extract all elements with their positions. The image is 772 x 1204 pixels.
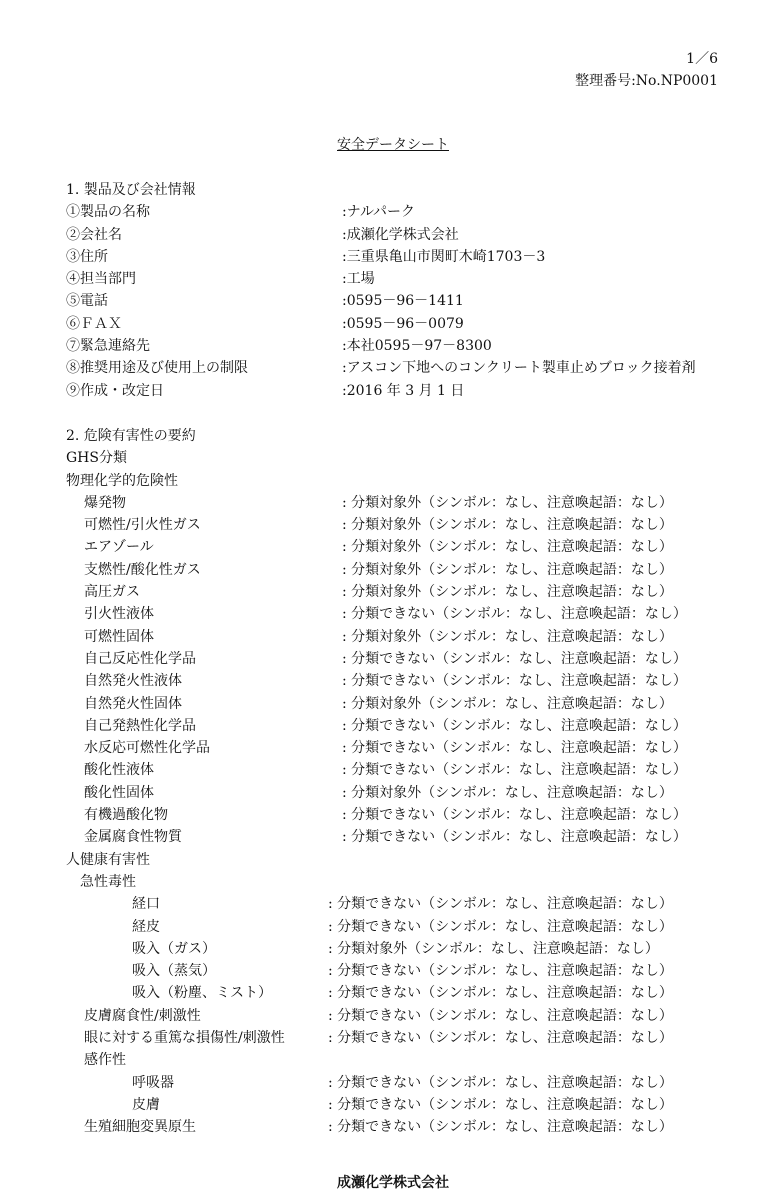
row-label: ③住所: [66, 248, 108, 265]
row-label: 自然発火性固体: [84, 695, 182, 712]
hazard-row: [66, 581, 726, 603]
section-company-info: [66, 179, 726, 402]
row-label: 経口: [132, 896, 160, 913]
hazard-row: [66, 335, 726, 357]
hazard-row: [66, 626, 726, 648]
row-value: : 分類できない（シンボル：なし、注意喚起語：なし）: [342, 606, 687, 623]
row-value: : 分類対象外（シンボル：なし、注意喚起語：なし）: [342, 539, 673, 556]
row-value: : 分類できない（シンボル：なし、注意喚起語：なし）: [328, 963, 673, 980]
hazard-row: [66, 290, 726, 312]
row-label: ⑤電話: [66, 293, 108, 310]
row-label: 自己発熱性化学品: [84, 717, 196, 734]
hazard-row: [66, 603, 726, 625]
hazard-row: [66, 268, 726, 290]
hazard-row: [66, 648, 726, 670]
row-value: : 分類できない（シンボル：なし、注意喚起語：なし）: [328, 1074, 673, 1091]
hazard-row: [66, 670, 726, 692]
row-value: : 分類できない（シンボル：なし、注意喚起語：なし）: [342, 762, 687, 779]
hazard-row: [66, 693, 726, 715]
row-value: :アスコン下地へのコンクリート製車止めブロック接着剤: [342, 360, 696, 377]
hazard-row: [66, 715, 726, 737]
row-label: ⑨作成・改定日: [66, 382, 164, 399]
row-value: : 分類対象外（シンボル：なし、注意喚起語：なし）: [342, 784, 673, 801]
row-label: 支燃性/酸化性ガス: [84, 561, 201, 578]
row-value: : 分類対象外（シンボル：なし、注意喚起語：なし）: [342, 561, 673, 578]
hazard-row: [66, 357, 726, 379]
row-label: 吸入（蒸気）: [132, 963, 216, 980]
hazard-row: [66, 826, 726, 848]
row-value: : 分類できない（シンボル：なし、注意喚起語：なし）: [342, 673, 687, 690]
row-value: : 分類できない（シンボル：なし、注意喚起語：なし）: [342, 829, 687, 846]
hazard-row: [66, 1027, 726, 1049]
row-label: 有機過酸化物: [84, 807, 168, 824]
hazard-row: [66, 759, 726, 781]
reference-number: 整理番号:No.NP0001: [575, 73, 718, 89]
row-label: ④担当部門: [66, 271, 136, 288]
row-value: : 分類対象外（シンボル：なし、注意喚起語：なし）: [342, 695, 673, 712]
hazard-row: [66, 514, 726, 536]
row-value: : 分類できない（シンボル：なし、注意喚起語：なし）: [328, 918, 673, 935]
row-value: :ナルパーク: [342, 204, 416, 221]
hazard-row: [66, 380, 726, 402]
row-label: ⑦緊急連絡先: [66, 338, 150, 355]
row-label: 呼吸器: [132, 1074, 174, 1091]
row-value: :本社0595－97－8300: [342, 338, 492, 355]
row-label: ⑧推奨用途及び使用上の制限: [66, 360, 248, 377]
row-label: 吸入（ガス）: [132, 940, 216, 957]
physical-hazards-heading: 物理化学的危険性: [66, 472, 178, 489]
hazard-row: [66, 804, 726, 826]
hazard-row: [66, 1005, 726, 1027]
ghs-label: GHS分類: [66, 450, 127, 467]
row-value: : 分類できない（シンボル：なし、注意喚起語：なし）: [342, 717, 687, 734]
section-hazards: [66, 425, 726, 1139]
row-label: 吸入（粉塵、ミスト）: [132, 985, 272, 1002]
row-label: 爆発物: [84, 494, 126, 511]
hazard-value: : 分類できない（シンボル：なし、注意喚起語：なし）: [328, 1119, 673, 1136]
page-number: 1／6: [686, 51, 718, 67]
hazard-row: [66, 960, 726, 982]
hazard-row: [66, 1116, 726, 1138]
acute-toxicity-heading: 急性毒性: [80, 873, 136, 890]
hazard-row: [66, 1094, 726, 1116]
row-value: :0595－96－1411: [342, 293, 464, 310]
row-value: :三重県亀山市関町木崎1703－3: [342, 248, 546, 265]
row-label: 自然発火性液体: [84, 673, 182, 690]
hazard-row: [66, 224, 726, 246]
hazard-label: 生殖細胞変異原生: [84, 1119, 196, 1136]
row-label: 酸化性固体: [84, 784, 154, 801]
row-value: : 分類対象外（シンボル：なし、注意喚起語：なし）: [342, 584, 673, 601]
hazard-row: [66, 782, 726, 804]
health-hazards-heading: 人健康有害性: [66, 851, 150, 868]
row-value: :工場: [342, 271, 375, 288]
hazard-row: [66, 893, 726, 915]
row-label: 可燃性/引火性ガス: [84, 517, 201, 534]
hazard-value: : 分類できない（シンボル：なし、注意喚起語：なし）: [328, 1007, 673, 1024]
document-title: 安全データシート: [337, 137, 449, 153]
hazard-value: : 分類できない（シンボル：なし、注意喚起語：なし）: [328, 1030, 673, 1047]
row-label: エアゾール: [84, 539, 154, 556]
row-label: 自己反応性化学品: [84, 650, 196, 667]
hazard-row: [66, 536, 726, 558]
hazard-label: 眼に対する重篤な損傷性/刺激性: [84, 1030, 285, 1047]
row-label: 皮膚: [132, 1096, 160, 1113]
row-value: : 分類できない（シンボル：なし、注意喚起語：なし）: [342, 740, 687, 757]
hazard-row: [66, 737, 726, 759]
row-label: ⑥ＦＡＸ: [66, 315, 122, 332]
hazard-row: [66, 1072, 726, 1094]
footer-company: 成瀬化学株式会社: [337, 1175, 449, 1191]
sensitization-heading: 感作性: [84, 1052, 126, 1069]
row-value: : 分類対象外（シンボル：なし、注意喚起語：なし）: [342, 494, 673, 511]
row-label: 引火性液体: [84, 606, 154, 623]
row-value: : 分類できない（シンボル：なし、注意喚起語：なし）: [342, 807, 687, 824]
row-label: 高圧ガス: [84, 584, 140, 601]
section-heading: 2. 危険有害性の要約: [66, 428, 196, 444]
section-heading: 1. 製品及び会社情報: [66, 182, 196, 198]
row-label: ①製品の名称: [66, 204, 150, 221]
row-label: 水反応可燃性化学品: [84, 740, 210, 757]
row-label: 酸化性液体: [84, 762, 154, 779]
row-label: 可燃性固体: [84, 628, 154, 645]
row-value: : 分類対象外（シンボル：なし、注意喚起語：なし）: [328, 940, 659, 957]
hazard-row: [66, 559, 726, 581]
row-label: ②会社名: [66, 226, 122, 243]
row-value: :成瀬化学株式会社: [342, 226, 459, 243]
row-label: 経皮: [132, 918, 160, 935]
hazard-row: [66, 982, 726, 1004]
row-value: : 分類対象外（シンボル：なし、注意喚起語：なし）: [342, 628, 673, 645]
hazard-label: 皮膚腐食性/刺激性: [84, 1007, 201, 1024]
hazard-row: [66, 938, 726, 960]
hazard-row: [66, 201, 726, 223]
row-label: 金属腐食性物質: [84, 829, 182, 846]
hazard-row: [66, 916, 726, 938]
row-value: : 分類できない（シンボル：なし、注意喚起語：なし）: [328, 985, 673, 1002]
row-value: : 分類できない（シンボル：なし、注意喚起語：なし）: [328, 896, 673, 913]
hazard-row: [66, 246, 726, 268]
row-value: : 分類できない（シンボル：なし、注意喚起語：なし）: [342, 650, 687, 667]
row-value: :0595－96－0079: [342, 315, 464, 332]
row-value: :2016 年 3 月 1 日: [342, 382, 465, 399]
row-value: : 分類できない（シンボル：なし、注意喚起語：なし）: [328, 1096, 673, 1113]
row-value: : 分類対象外（シンボル：なし、注意喚起語：なし）: [342, 517, 673, 534]
hazard-row: [66, 492, 726, 514]
hazard-row: [66, 313, 726, 335]
